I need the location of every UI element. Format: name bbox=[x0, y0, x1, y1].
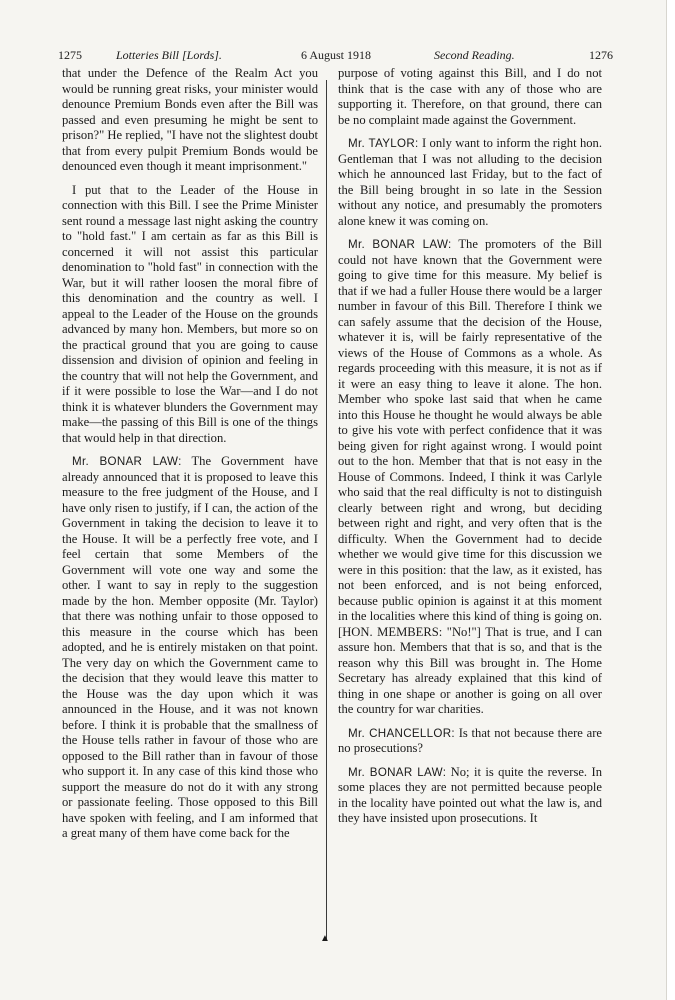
speech-paragraph bbox=[338, 765, 602, 827]
speaker-name: Mr. BONAR LAW: bbox=[72, 455, 182, 468]
speaker-name: Mr. BONAR LAW: bbox=[348, 765, 447, 779]
speech-paragraph bbox=[62, 454, 318, 842]
right-column bbox=[338, 66, 602, 835]
speaker-name: Mr. BONAR LAW: bbox=[348, 238, 452, 251]
reading-stage: Second Reading. bbox=[434, 48, 515, 62]
page-edge bbox=[666, 0, 675, 1000]
speaker-name: Mr. CHANCELLOR: bbox=[348, 726, 455, 740]
speech-paragraph bbox=[338, 237, 602, 718]
bill-title: Lotteries Bill [Lords]. bbox=[116, 48, 222, 62]
paragraph-continued: that under the Defence of the Realm Act you would be running great risks, your minister would denounce Premium Bonds even after the Bill was passed and even presuming he might be sent to prison?" He replied, "I have not the slightest doubt that from every pulpit Premium Bonds would be denounced even though it meant imprisonment." bbox=[62, 66, 318, 173]
speech-text: The Government have already announced that it is proposed to leave this measure to the free judgment of the House, and I have only risen to justify, if I can, the action of the Government in taking the decision to leave it to the House. It will be a perfectly free vote, and I feel certain that some Members of the Government will vote one way and some the other. I want to say in reply to the suggestion made by the hon. Member opposite (Mr. Taylor) that there was nothing unfair to those opposed to this measure in the course which has been adopted, and he is entirely mistaken on that point. The very day on which the Government came to the decision that they would leave this matter to the House was the day upon which it was announced in the House, and it was not known before. I think it is probable that the smallness of the House tells rather in favour of those who are opposed to the Bill rather than in favour of those who support it. In any case of this kind those who support the measure do not do it with any strong or passionate feeling. Those opposed to this Bill have spoken with feeling, and I am informed that a great many of them have come back for the bbox=[62, 454, 318, 840]
speaker-name: Mr. TAYLOR: bbox=[348, 137, 419, 150]
continuation-mark: ▲ bbox=[320, 933, 330, 944]
left-column bbox=[62, 66, 318, 850]
speech-text: The promoters of the Bill could not have known that the Government were going to give time for this measure. My belief is that if we had a fuller House there would be a larger number in favour of this Bill. Therefore I think we can safely assume that the decision of the House, whatever it is, will be fairly representative of the views of the House of Commons as a whole. As regards proceeding with this measure, it is not as if it were an easy thing to leave it alone. The hon. Member who spoke last said that when he came into this House he thought he would always be able to give his vote with perfect confidence that it was being given for right against wrong. I would point out to the hon. Member that that is not easy in the House of Commons. Indeed, I think it was Carlyle who said that the real difficulty is not to distinguish clearly between right and wrong, but deciding between right and right, and very often that is the difficulty. When the Government had to decide whether we would give time for this discussion we were in this position: that the law, as it existed, has not been enforced, and is not being enforced, because public opinion is against it at this moment in the localities where this kind of thing is going on. [HON. MEMBERS: "No!"] That is true, and I can assure hon. Members that that is so, and that is the reason why this Bill was brought in. The Home Secretary has already explained that this kind of thing in one shape or another is going on all over the country for war charities. bbox=[338, 237, 602, 716]
speech-paragraph bbox=[338, 136, 602, 229]
paragraph-continued: purpose of voting against this Bill, and I do not think that is the case with any of those who are supporting it. Therefore, on that ground, there can be no complaint made against the Government. bbox=[338, 66, 602, 127]
paragraph: I put that to the Leader of the House in connection with this Bill. I see the Prime Minister sent round a message last night asking the country to "hold fast." I am certain as far as this Bill is concerned it will not assist this particular denomination to "hold fast" in connection with the War, but it will rather loosen the moral fibre of this denomination and the country as well. I appeal to the Leader of the House on the grounds advanced by many hon. Members, but more so on the practical ground that you are going to cause dissension and division of opinion and feeling in the country that will not help the Government, and if it were possible to lose the War—and I do not think it is whatever blunders the Government may make—the passing of this Bill is one of the things that would help in that direction. bbox=[62, 182, 318, 445]
left-column-number: 1275 bbox=[58, 48, 82, 62]
running-header bbox=[58, 46, 613, 64]
speech-text: Is that not because there are no prosecutions? bbox=[338, 725, 602, 755]
column-divider bbox=[326, 80, 327, 940]
sitting-date: 6 August 1918 bbox=[301, 48, 372, 62]
right-column-number: 1276 bbox=[589, 48, 613, 62]
speech-text: I only want to inform the right hon. Gentleman that I was not alluding to the decision which he announced last Friday, but to the fact of the Bill being brought in so late in the Session without any notice, and presumably the promoters alone knew it was coming on. bbox=[338, 136, 602, 228]
speech-paragraph bbox=[338, 726, 602, 757]
speech-text: No; it is quite the reverse. In some places they are not permitted because people in the locality have pointed out what the law is, and they have insisted upon prosecutions. It bbox=[338, 764, 602, 825]
